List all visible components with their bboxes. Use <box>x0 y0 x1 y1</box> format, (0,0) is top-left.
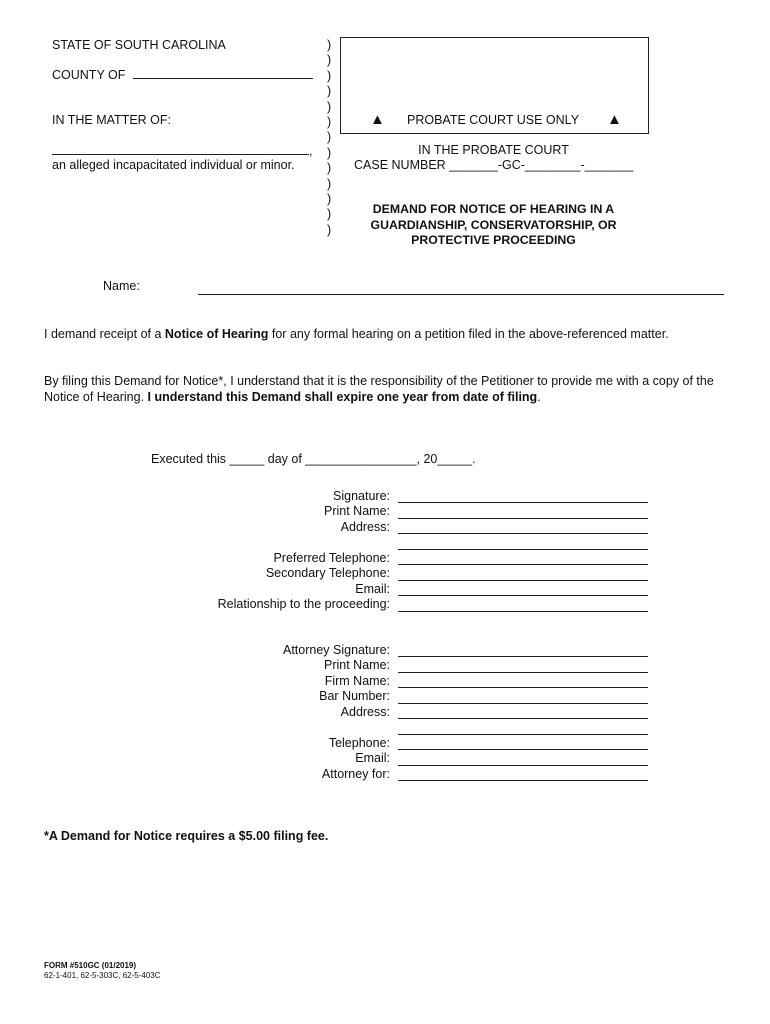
secondary-telephone-input-line[interactable] <box>398 580 648 581</box>
paren: ) <box>327 145 332 160</box>
individual-description: an alleged incapacitated individual or minor. <box>52 158 295 172</box>
comma: , <box>309 144 313 158</box>
print-name-input-line[interactable] <box>398 518 648 519</box>
bar-number-input-line[interactable] <box>398 703 648 704</box>
paren: ) <box>327 192 332 207</box>
attorney-email-label: Email: <box>355 751 390 765</box>
attorney-print-name-label: Print Name: <box>324 658 390 672</box>
demand-statement <box>44 327 734 341</box>
paren: ) <box>327 176 332 191</box>
paren: ) <box>327 222 332 237</box>
form-title <box>340 202 647 249</box>
filing-bold-text: I understand this Demand shall expire one year from date of filing <box>147 389 538 404</box>
attorney-address-input-line-2[interactable] <box>398 734 648 735</box>
filing-line: By filing this Demand for Notice*, I understand that it is the responsibility of the Petitioner to provide me with a copy of the <box>44 374 714 388</box>
demand-text: for any formal hearing on a petition filed in the above-referenced matter. <box>268 327 669 341</box>
court-name: IN THE PROBATE COURT <box>418 143 569 157</box>
paren: ) <box>327 53 332 68</box>
attorney-print-name-input-line[interactable] <box>398 672 648 673</box>
attorney-telephone-label: Telephone: <box>328 736 390 750</box>
attorney-signature-input-line[interactable] <box>398 656 648 657</box>
paren: ) <box>327 130 332 145</box>
form-id: FORM #510GC (01/2019) <box>44 961 137 970</box>
bar-number-label: Bar Number: <box>319 689 390 703</box>
email-label: Email: <box>355 582 390 596</box>
preferred-telephone-input-line[interactable] <box>398 564 648 565</box>
demand-bold-text: Notice of Hearing <box>164 327 269 341</box>
up-arrow-icon: ▲ <box>607 111 622 128</box>
relationship-input-line[interactable] <box>398 611 648 612</box>
county-label: COUNTY OF <box>52 68 126 82</box>
print-name-label: Print Name: <box>324 504 390 518</box>
firm-name-input-line[interactable] <box>398 687 648 688</box>
paren: ) <box>327 68 332 83</box>
county-label-row <box>52 67 313 82</box>
secondary-telephone-label: Secondary Telephone: <box>265 566 390 580</box>
attorney-signature-label: Attorney Signature: <box>282 643 390 657</box>
form-title-line: GUARDIANSHIP, CONSERVATORSHIP, OR <box>370 217 617 232</box>
case-number[interactable]: CASE NUMBER _______-GC-________-_______ <box>354 158 634 172</box>
filing-text: Notice of Hearing. <box>44 389 148 404</box>
preferred-telephone-label: Preferred Telephone: <box>273 551 390 565</box>
attorney-address-input-line[interactable] <box>398 718 648 719</box>
filing-fee-note: *A Demand for Notice requires a $5.00 filing fee. <box>44 829 329 843</box>
address-input-line-2[interactable] <box>398 549 648 550</box>
name-label: Name: <box>103 279 140 293</box>
state-heading: STATE OF SOUTH CAROLINA <box>52 38 226 52</box>
court-use-only-label: PROBATE COURT USE ONLY <box>407 113 580 127</box>
filing-text: . <box>537 389 541 404</box>
paren: ) <box>327 38 332 52</box>
executed-line[interactable]: Executed this _____ day of ________________, 20_____. <box>151 452 476 466</box>
statute-references: 62-1-401, 62-5-303C, 62-5-403C <box>44 971 161 980</box>
county-input-line[interactable] <box>133 67 313 79</box>
firm-name-label: Firm Name: <box>324 674 390 688</box>
attorney-address-label: Address: <box>340 705 390 719</box>
attorney-for-label: Attorney for: <box>321 767 390 781</box>
individual-name-line[interactable] <box>52 143 309 155</box>
form-title-line: PROTECTIVE PROCEEDING <box>411 233 576 247</box>
paren: ) <box>327 84 332 99</box>
filing-statement <box>44 374 744 405</box>
form-title-line: DEMAND FOR NOTICE OF HEARING IN A <box>372 202 615 216</box>
name-input-line[interactable] <box>198 294 724 295</box>
up-arrow-icon: ▲ <box>370 111 385 128</box>
paren: ) <box>327 115 332 130</box>
signature-label: Signature: <box>333 489 390 503</box>
paren: ) <box>327 207 332 222</box>
caption-divider <box>327 38 337 238</box>
filing-line <box>44 390 744 406</box>
address-input-line[interactable] <box>398 533 648 534</box>
address-label: Address: <box>340 520 390 534</box>
attorney-for-input-line[interactable] <box>398 780 648 781</box>
attorney-telephone-input-line[interactable] <box>398 749 648 750</box>
attorney-email-input-line[interactable] <box>398 765 648 766</box>
demand-text: I demand receipt of a <box>44 327 165 341</box>
signature-input-line[interactable] <box>398 502 648 503</box>
email-input-line[interactable] <box>398 595 648 596</box>
paren: ) <box>327 99 332 114</box>
paren: ) <box>327 161 332 176</box>
relationship-label: Relationship to the proceeding: <box>217 597 390 611</box>
matter-label: IN THE MATTER OF: <box>52 113 171 127</box>
individual-name-row <box>52 143 312 158</box>
